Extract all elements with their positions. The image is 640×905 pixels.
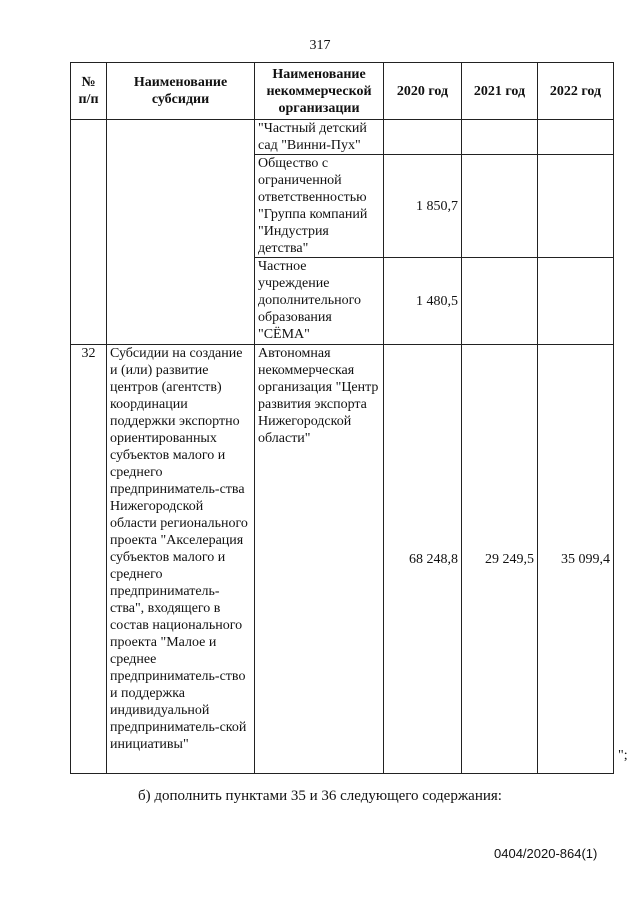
cell-2021 (462, 120, 538, 155)
header-2020: 2020 год (384, 63, 462, 120)
page-number: 317 (309, 38, 331, 53)
cell-org: Общество с ограниченной ответственностью "Группа компаний "Индустрия детства" (255, 155, 384, 258)
cell-2022: 35 099,4 (538, 345, 614, 774)
cell-2020 (384, 120, 462, 155)
cell-2022 (538, 258, 614, 345)
cell-org: Частное учреждение дополнительного образования "СЁМА" (255, 258, 384, 345)
table-header-row (71, 63, 614, 120)
cell-org: "Частный детский сад "Винни-Пух" (255, 120, 384, 155)
document-code: 0404/2020-864(1) (494, 846, 598, 861)
header-org: Наименование некоммерческой организации (255, 63, 384, 120)
table-row-32 (71, 345, 614, 774)
table-row (71, 120, 614, 155)
cell-2021 (462, 258, 538, 345)
cell-2020: 1 850,7 (384, 155, 462, 258)
cell-subsidy: Субсидии на создание и (или) развитие центров (агентств) координации поддержки экспортно ориентированных субъектов малого и среднего предприниматель-ства Нижегородской области регионального проекта "Акселерация субъектов малого и среднего предприниматель-ства", входящего в состав национального проекта "Малое и среднее предприниматель-ство и поддержка индивидуальной предприниматель-ской инициативы" (107, 345, 255, 774)
cell-2021 (462, 155, 538, 258)
cell-num-empty (71, 120, 107, 345)
cell-2021: 29 249,5 (462, 345, 538, 774)
header-2022: 2022 год (538, 63, 614, 120)
cell-num: 32 (71, 345, 107, 774)
cell-org: Автономная некоммерческая организация "Центр развития экспорта Нижегородской области" (255, 345, 384, 774)
closing-quote-mark: "; (618, 748, 628, 763)
cell-2022 (538, 120, 614, 155)
cell-2020: 1 480,5 (384, 258, 462, 345)
cell-2020: 68 248,8 (384, 345, 462, 774)
subsidy-table (70, 62, 614, 774)
amendment-paragraph: б) дополнить пунктами 35 и 36 следующего содержания: (138, 788, 502, 804)
cell-subsidy-empty (107, 120, 255, 345)
header-num: № п/п (71, 63, 107, 120)
cell-2022 (538, 155, 614, 258)
header-subsidy: Наименование субсидии (107, 63, 255, 120)
header-2021: 2021 год (462, 63, 538, 120)
